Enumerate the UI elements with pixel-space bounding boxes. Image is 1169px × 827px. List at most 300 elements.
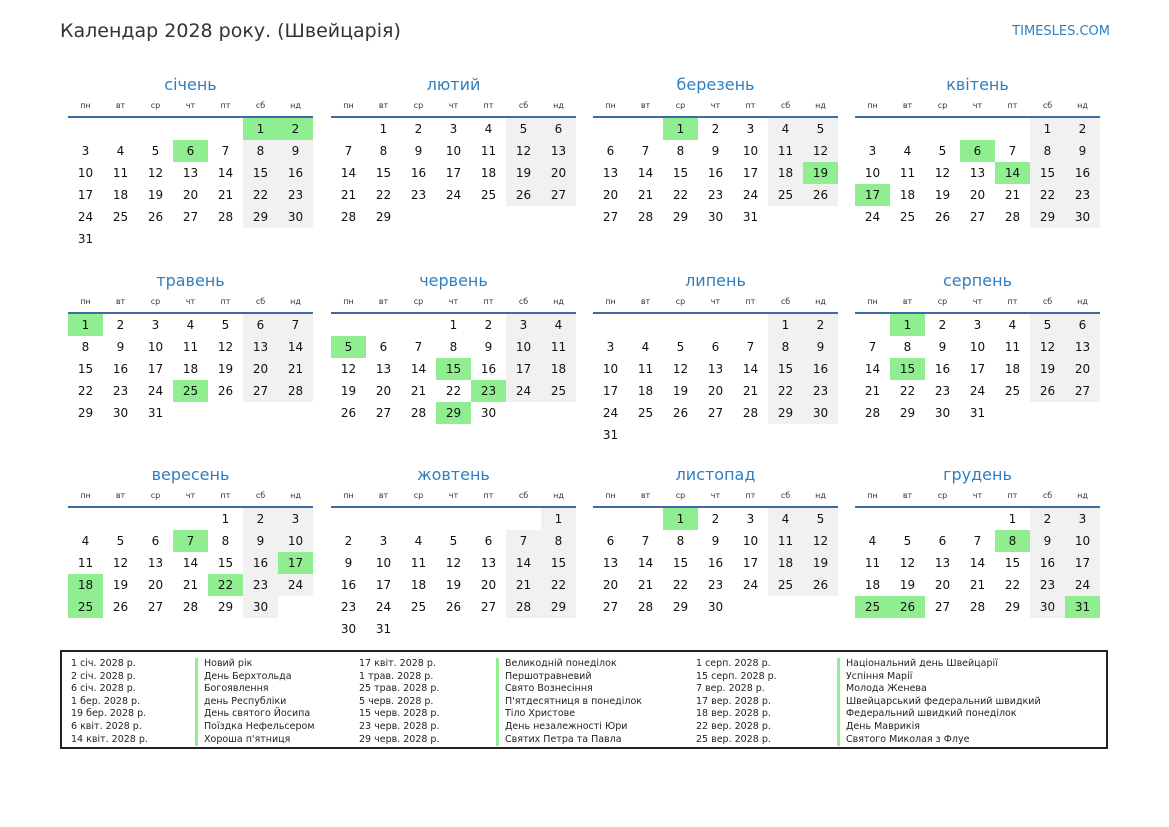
day-cell: 21 [637, 188, 654, 202]
day-cell: 28 [637, 210, 654, 224]
legend-date: 23 черв. 2028 р. [359, 720, 440, 732]
day-cell: 25 [112, 210, 129, 224]
empty-cell [401, 508, 436, 530]
empty-cell [103, 118, 138, 140]
weekday-label: ср [413, 491, 424, 500]
day-cell: 11 [77, 556, 94, 570]
day-cell: 10 [445, 144, 462, 158]
holiday-day: 15 [436, 358, 471, 380]
day-cell: 21 [278, 358, 313, 380]
day-grid [855, 314, 1100, 424]
day-cell: 20 [375, 384, 392, 398]
holiday-day: 19 [803, 162, 838, 184]
day-cell: 15 [541, 552, 576, 574]
day-cell: 20 [182, 188, 199, 202]
day-cell: 13 [243, 336, 278, 358]
day-cell: 4 [484, 122, 493, 136]
weekday-label: нд [553, 101, 564, 110]
day-cell: 12 [803, 140, 838, 162]
month-name: квітень [946, 75, 1009, 94]
day-cell: 18 [768, 162, 803, 184]
day-cell: 29 [672, 600, 689, 614]
weekday-label: пн [80, 101, 91, 110]
weekday-label: нд [290, 101, 301, 110]
day-cell: 26 [934, 210, 951, 224]
day-cell: 2 [243, 508, 278, 530]
legend-holiday: День Маврикія [837, 721, 1041, 734]
day-cell: 17 [602, 384, 619, 398]
weekday-header [593, 99, 838, 118]
empty-cell [733, 314, 768, 336]
legend-date: 1 бер. 2028 р. [71, 695, 141, 707]
month-4 [855, 73, 1100, 228]
empty-cell [471, 508, 506, 530]
day-cell: 4 [541, 314, 576, 336]
day-cell: 12 [672, 362, 689, 376]
day-cell: 7 [868, 340, 877, 354]
day-cell: 26 [112, 600, 129, 614]
weekday-label: вт [640, 101, 651, 110]
weekday-label: вт [115, 297, 126, 306]
month-name: січень [164, 75, 217, 94]
day-cell: 19 [340, 384, 357, 398]
day-cell: 19 [217, 362, 234, 376]
day-cell: 26 [147, 210, 164, 224]
legend-names-1 [195, 658, 315, 746]
day-cell: 10 [864, 166, 881, 180]
day-cell: 16 [340, 578, 357, 592]
day-cell: 23 [112, 384, 129, 398]
day-cell: 21 [506, 574, 541, 596]
empty-cell [663, 314, 698, 336]
day-cell: 20 [541, 162, 576, 184]
day-cell: 30 [707, 210, 724, 224]
day-grid [855, 508, 1100, 618]
day-cell: 30 [243, 596, 278, 618]
day-cell: 10 [742, 534, 759, 548]
day-cell: 29 [899, 406, 916, 420]
month-1 [68, 73, 313, 250]
day-cell: 19 [934, 188, 951, 202]
legend-date: 1 трав. 2028 р. [359, 670, 434, 682]
weekday-label: вт [902, 101, 913, 110]
weekday-label: сб [518, 491, 529, 500]
weekday-label: пн [343, 491, 354, 500]
empty-cell [698, 314, 733, 336]
legend-holiday: П'ятдесятниця в понеділок [496, 696, 642, 709]
legend-date: 29 черв. 2028 р. [359, 733, 440, 745]
empty-cell [401, 314, 436, 336]
day-cell: 7 [414, 340, 423, 354]
empty-cell [855, 508, 890, 530]
weekday-label: вт [378, 101, 389, 110]
day-cell: 11 [768, 140, 803, 162]
page-title: Календар 2028 року. (Швейцарія) [60, 20, 401, 42]
day-cell: 31 [602, 428, 619, 442]
weekday-label: сб [780, 491, 791, 500]
day-cell: 11 [410, 556, 427, 570]
day-cell: 7 [506, 530, 541, 552]
day-cell: 20 [934, 578, 951, 592]
weekday-label: чт [448, 491, 459, 500]
empty-cell [628, 314, 663, 336]
month-8 [855, 269, 1100, 424]
day-cell: 24 [506, 380, 541, 402]
day-cell: 21 [969, 578, 986, 592]
day-cell: 31 [77, 232, 94, 246]
day-cell: 19 [445, 578, 462, 592]
day-cell: 26 [217, 384, 234, 398]
day-cell: 7 [746, 340, 755, 354]
day-cell: 6 [484, 534, 493, 548]
brand-link[interactable]: TIMESLES.COM [1012, 24, 1110, 39]
weekday-label: ср [413, 297, 424, 306]
legend-dates-1 [71, 658, 148, 746]
day-cell: 24 [742, 578, 759, 592]
weekday-label: пт [220, 297, 231, 306]
day-cell: 11 [1004, 340, 1021, 354]
day-cell: 11 [899, 166, 916, 180]
empty-cell [593, 508, 628, 530]
day-cell: 22 [445, 384, 462, 398]
day-cell: 30 [803, 402, 838, 424]
weekday-label: вт [115, 491, 126, 500]
day-cell: 21 [1004, 188, 1021, 202]
day-cell: 29 [375, 210, 392, 224]
day-cell: 29 [243, 206, 278, 228]
empty-cell [366, 508, 401, 530]
weekday-header [331, 99, 576, 118]
weekday-label: ср [150, 297, 161, 306]
day-cell: 14 [340, 166, 357, 180]
day-cell: 20 [480, 578, 497, 592]
weekday-label: нд [1077, 297, 1088, 306]
day-cell: 28 [182, 600, 199, 614]
day-cell: 27 [1065, 380, 1100, 402]
weekday-label: нд [815, 297, 826, 306]
day-cell: 29 [672, 210, 689, 224]
weekday-label: сб [1042, 297, 1053, 306]
legend-holiday: Молода Женева [837, 683, 1041, 696]
legend-date: 17 вер. 2028 р. [696, 695, 771, 707]
day-cell: 16 [278, 162, 313, 184]
day-cell: 21 [864, 384, 881, 398]
day-cell: 24 [969, 384, 986, 398]
legend-names-2 [496, 658, 642, 746]
legend-holiday: День святого Йосипа [195, 708, 315, 721]
day-cell: 14 [410, 362, 427, 376]
weekday-label: чт [185, 297, 196, 306]
day-cell: 8 [1030, 140, 1065, 162]
day-cell: 28 [506, 596, 541, 618]
day-cell: 17 [147, 362, 164, 376]
legend-date: 22 вер. 2028 р. [696, 720, 771, 732]
month-name: лютий [426, 75, 481, 94]
day-cell: 22 [899, 384, 916, 398]
day-cell: 29 [1030, 206, 1065, 228]
day-cell: 11 [541, 336, 576, 358]
legend-holiday: Хороша п'ятниця [195, 734, 315, 747]
day-cell: 11 [637, 362, 654, 376]
weekday-label: ср [675, 491, 686, 500]
day-grid [68, 118, 313, 250]
day-cell: 21 [410, 384, 427, 398]
month-name: грудень [943, 465, 1012, 484]
day-cell: 23 [278, 184, 313, 206]
day-cell: 15 [243, 162, 278, 184]
day-cell: 9 [414, 144, 423, 158]
day-cell: 11 [768, 530, 803, 552]
weekday-label: пн [80, 491, 91, 500]
day-cell: 27 [243, 380, 278, 402]
day-cell: 3 [606, 340, 615, 354]
day-cell: 28 [217, 210, 234, 224]
legend-holiday: Великодній понеділок [496, 658, 642, 671]
day-cell: 7 [278, 314, 313, 336]
legend-date: 19 бер. 2028 р. [71, 708, 147, 720]
day-cell: 16 [480, 362, 497, 376]
month-9 [68, 463, 313, 618]
month-6 [331, 269, 576, 424]
weekday-label: пн [867, 297, 878, 306]
day-cell: 22 [1030, 184, 1065, 206]
day-cell: 26 [1030, 380, 1065, 402]
weekday-label: ср [675, 101, 686, 110]
day-cell: 12 [112, 556, 129, 570]
holiday-day: 17 [855, 184, 890, 206]
day-cell: 27 [147, 600, 164, 614]
weekday-label: ср [937, 491, 948, 500]
day-cell: 27 [375, 406, 392, 420]
month-3 [593, 73, 838, 228]
legend-date: 25 трав. 2028 р. [359, 683, 440, 695]
day-cell: 5 [903, 534, 912, 548]
day-cell: 18 [182, 362, 199, 376]
day-cell: 6 [1065, 314, 1100, 336]
day-cell: 5 [1030, 314, 1065, 336]
weekday-label: нд [815, 491, 826, 500]
empty-cell [68, 508, 103, 530]
weekday-label: нд [290, 491, 301, 500]
day-cell: 12 [217, 340, 234, 354]
weekday-label: пт [483, 297, 494, 306]
day-cell: 7 [973, 534, 982, 548]
legend-date: 15 серп. 2028 р. [696, 670, 777, 682]
holiday-day: 1 [243, 118, 278, 140]
month-name: липень [685, 271, 746, 290]
day-cell: 5 [151, 144, 160, 158]
day-cell: 8 [768, 336, 803, 358]
day-cell: 11 [182, 340, 199, 354]
day-cell: 13 [602, 166, 619, 180]
day-cell: 18 [112, 188, 129, 202]
legend-holiday: Поїздка Нефельсером [195, 721, 315, 734]
day-cell: 9 [116, 340, 125, 354]
day-cell: 10 [506, 336, 541, 358]
day-cell: 23 [410, 188, 427, 202]
empty-cell [436, 508, 471, 530]
day-cell: 4 [186, 318, 195, 332]
day-cell: 16 [803, 358, 838, 380]
day-cell: 14 [637, 556, 654, 570]
month-name: вересень [151, 465, 230, 484]
day-cell: 25 [637, 406, 654, 420]
weekday-label: пн [605, 101, 616, 110]
day-cell: 24 [1065, 574, 1100, 596]
day-cell: 7 [344, 144, 353, 158]
day-cell: 4 [903, 144, 912, 158]
day-cell: 23 [1065, 184, 1100, 206]
month-2 [331, 73, 576, 228]
day-cell: 13 [602, 556, 619, 570]
holiday-day: 29 [436, 402, 471, 424]
empty-cell [890, 508, 925, 530]
day-cell: 12 [506, 140, 541, 162]
day-cell: 13 [969, 166, 986, 180]
day-cell: 13 [480, 556, 497, 570]
holiday-day: 15 [890, 358, 925, 380]
day-cell: 4 [641, 340, 650, 354]
holiday-legend [60, 650, 1108, 749]
day-cell: 13 [375, 362, 392, 376]
weekday-label: нд [553, 297, 564, 306]
day-cell: 22 [1004, 578, 1021, 592]
day-cell: 26 [445, 600, 462, 614]
month-5 [68, 269, 313, 424]
empty-cell [331, 118, 366, 140]
weekday-label: нд [1077, 491, 1088, 500]
legend-date: 17 квіт. 2028 р. [359, 658, 436, 669]
month-name: жовтень [417, 465, 490, 484]
day-cell: 18 [1004, 362, 1021, 376]
day-cell: 20 [707, 384, 724, 398]
day-cell: 1 [768, 314, 803, 336]
weekday-label: нд [1077, 101, 1088, 110]
day-cell: 16 [707, 166, 724, 180]
weekday-label: сб [518, 101, 529, 110]
day-cell: 28 [1004, 210, 1021, 224]
empty-cell [855, 118, 890, 140]
month-name: листопад [675, 465, 756, 484]
legend-dates-2 [359, 658, 439, 746]
day-cell: 8 [449, 340, 458, 354]
day-cell: 22 [541, 574, 576, 596]
day-cell: 23 [707, 188, 724, 202]
weekday-label: ср [150, 491, 161, 500]
day-cell: 24 [147, 384, 164, 398]
day-cell: 28 [969, 600, 986, 614]
holiday-day: 25 [855, 596, 890, 618]
day-cell: 3 [449, 122, 458, 136]
day-cell: 12 [340, 362, 357, 376]
legend-holiday: Святого Миколая з Флуе [837, 734, 1041, 747]
day-cell: 24 [445, 188, 462, 202]
day-cell: 3 [1065, 508, 1100, 530]
day-cell: 16 [1065, 162, 1100, 184]
legend-holiday: Федеральний швидкий понеділок [837, 708, 1041, 721]
day-cell: 15 [1004, 556, 1021, 570]
day-cell: 25 [410, 600, 427, 614]
day-cell: 27 [707, 406, 724, 420]
day-cell: 4 [414, 534, 423, 548]
day-cell: 21 [182, 578, 199, 592]
weekday-header [593, 295, 838, 314]
day-cell: 9 [278, 140, 313, 162]
weekday-label: вт [115, 101, 126, 110]
day-cell: 14 [506, 552, 541, 574]
day-cell: 24 [278, 574, 313, 596]
month-name: березень [676, 75, 755, 94]
day-cell: 17 [375, 578, 392, 592]
empty-cell [173, 508, 208, 530]
weekday-label: сб [780, 297, 791, 306]
empty-cell [960, 118, 995, 140]
day-cell: 10 [77, 166, 94, 180]
day-cell: 5 [449, 534, 458, 548]
legend-date: 18 вер. 2028 р. [696, 708, 771, 720]
legend-holiday: День незалежності Юри [496, 721, 642, 734]
day-cell: 27 [541, 184, 576, 206]
day-cell: 19 [672, 384, 689, 398]
day-cell: 18 [768, 552, 803, 574]
weekday-label: ср [150, 101, 161, 110]
day-cell: 25 [768, 184, 803, 206]
legend-date: 25 вер. 2028 р. [696, 733, 771, 745]
day-cell: 3 [81, 144, 90, 158]
weekday-label: вт [640, 491, 651, 500]
day-cell: 14 [182, 556, 199, 570]
holiday-day: 5 [331, 336, 366, 358]
day-cell: 3 [506, 314, 541, 336]
weekday-label: чт [972, 491, 983, 500]
day-cell: 19 [147, 188, 164, 202]
weekday-label: ср [413, 101, 424, 110]
holiday-day: 1 [663, 118, 698, 140]
day-cell: 7 [641, 144, 650, 158]
holiday-day: 23 [471, 380, 506, 402]
day-cell: 29 [1004, 600, 1021, 614]
weekday-header [855, 489, 1100, 508]
empty-cell [925, 118, 960, 140]
legend-holiday: Національний день Швейцарії [837, 658, 1041, 671]
day-cell: 15 [217, 556, 234, 570]
day-cell: 17 [77, 188, 94, 202]
empty-cell [506, 508, 541, 530]
empty-cell [628, 118, 663, 140]
weekday-label: нд [553, 491, 564, 500]
day-cell: 19 [803, 552, 838, 574]
day-cell: 10 [375, 556, 392, 570]
day-cell: 27 [182, 210, 199, 224]
weekday-label: сб [780, 101, 791, 110]
day-cell: 2 [711, 512, 720, 526]
weekday-label: пн [80, 297, 91, 306]
weekday-header [331, 489, 576, 508]
weekday-label: чт [710, 491, 721, 500]
day-cell: 12 [147, 166, 164, 180]
weekday-label: чт [972, 101, 983, 110]
empty-cell [593, 118, 628, 140]
day-cell: 27 [602, 600, 619, 614]
day-cell: 6 [711, 340, 720, 354]
holiday-day: 25 [173, 380, 208, 402]
day-cell: 20 [147, 578, 164, 592]
day-cell: 1 [1008, 512, 1017, 526]
weekday-label: пт [745, 491, 756, 500]
day-cell: 1 [449, 318, 458, 332]
weekday-label: пт [1007, 101, 1018, 110]
weekday-label: пн [343, 297, 354, 306]
